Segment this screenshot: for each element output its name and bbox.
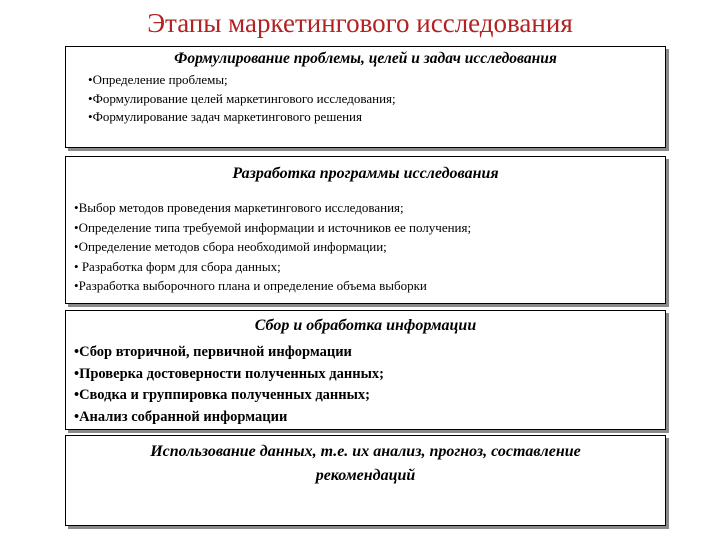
list-item: • Выбор методов проведения маркетингового исследования; — [74, 198, 665, 218]
list-item: • Проверка достоверности полученных данных; — [74, 364, 665, 386]
stage-item-list — [88, 71, 665, 127]
list-item: • Формулирование задач маркетингового решения — [88, 108, 665, 127]
list-item: • Определение типа требуемой информации и источников ее получения; — [74, 218, 665, 238]
list-item: • Сводка и группировка полученных данных; — [74, 385, 665, 407]
list-item: • Разработка форм для сбора данных; — [74, 257, 665, 277]
list-item: • Анализ собранной информации — [74, 407, 665, 429]
stage-box-research-program — [65, 156, 666, 304]
stage-heading-line: рекомендаций — [315, 467, 416, 484]
list-item: • Формулирование целей маркетингового исследования; — [88, 90, 665, 109]
stage-box-data-usage — [65, 435, 666, 526]
stage-heading: Формулирование проблемы, целей и задач исследования — [174, 50, 557, 67]
stage-box-data-collection — [65, 310, 666, 430]
stage-heading-line: Использование данных, т.е. их анализ, прогноз, составление — [150, 443, 581, 460]
list-item: • Определение проблемы; — [88, 71, 665, 90]
list-item: • Разработка выборочного плана и определение объема выборки — [74, 276, 665, 296]
stage-heading — [66, 440, 665, 488]
stage-heading: Сбор и обработка информации — [254, 317, 477, 334]
stage-item-list — [74, 342, 665, 428]
stage-box-problem-definition — [65, 46, 666, 148]
stage-item-list — [74, 198, 665, 296]
page-title: Этапы маркетингового исследования — [147, 8, 573, 38]
list-item: • Сбор вторичной, первичной информации — [74, 342, 665, 364]
stage-heading: Разработка программы исследования — [232, 165, 499, 182]
list-item: • Определение методов сбора необходимой информации; — [74, 237, 665, 257]
